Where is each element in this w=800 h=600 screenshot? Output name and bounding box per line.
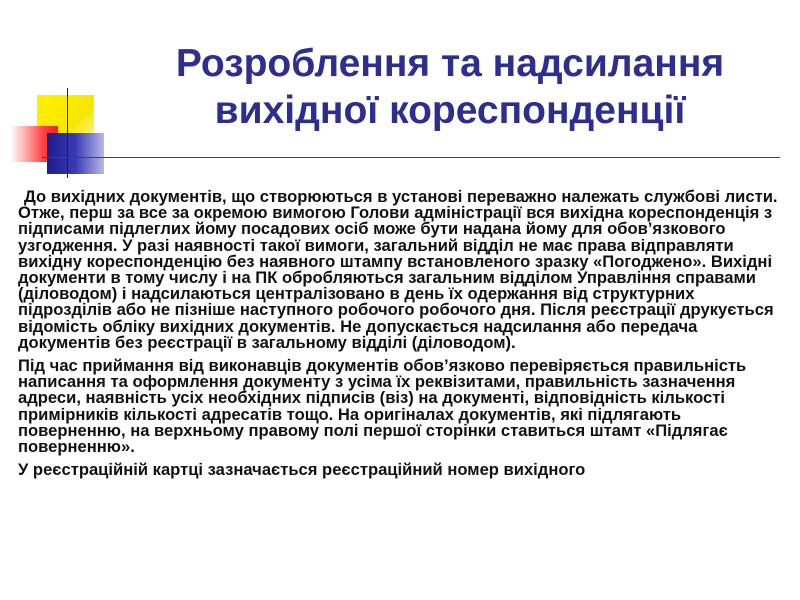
body-paragraph-3: У реєстраційній картці зазначається реєстраційний номер вихідного [18, 460, 586, 480]
slide-title-line-1: Розроблення та надсилання [175, 42, 725, 85]
slide-body [18, 189, 792, 485]
logo-vertical-line [67, 88, 68, 178]
slide-title-line-2: вихідної кореспонденції [214, 89, 686, 132]
slide-title [110, 40, 790, 134]
body-paragraph-2: Під час приймання від виконавців документів обов’язково перевіряється правильність написання та оформлення документу з усіма їх реквізитами, правильність зазначення адреси, наявність усіх необхідних підписів (віз) на документі, відповідність кількості примірників кількості адресатів тощо. На оригіналах документів, які підлягають поверненню, на верхньому правому полі першої сторінки ставиться штамт «Підлягає поверненню». [18, 356, 747, 457]
title-underline [42, 157, 780, 158]
body-paragraph-1: До вихідних документів, що створюються в установі переважно належать службові листи. Отже, перш за все за окремою вимогою Голови адміністрації вся вихідна кореспонденція з підписами підлеглих йому посадових осіб може бути надана йому для обов’язкового узгодження. У разі наявності такої вимоги, загальний відділ не має права відправляти вихідну кореспонденцію без наявного штампу встановленого зразку «Погоджено». Вихідні документи в тому числу і на ПК обробляються загальним відділом Управління справами (діловодом) і надсилаються централізовано в день їх одержання від структурних підрозділів або не пізніше наступного робочого робочого дня. Після реєстрації друкується відомість обліку вихідних документів. Не допускається надсилання або передача документів без реєстрації в загальному відділі (діловодом). [18, 187, 778, 352]
logo-blue-square [47, 133, 104, 174]
